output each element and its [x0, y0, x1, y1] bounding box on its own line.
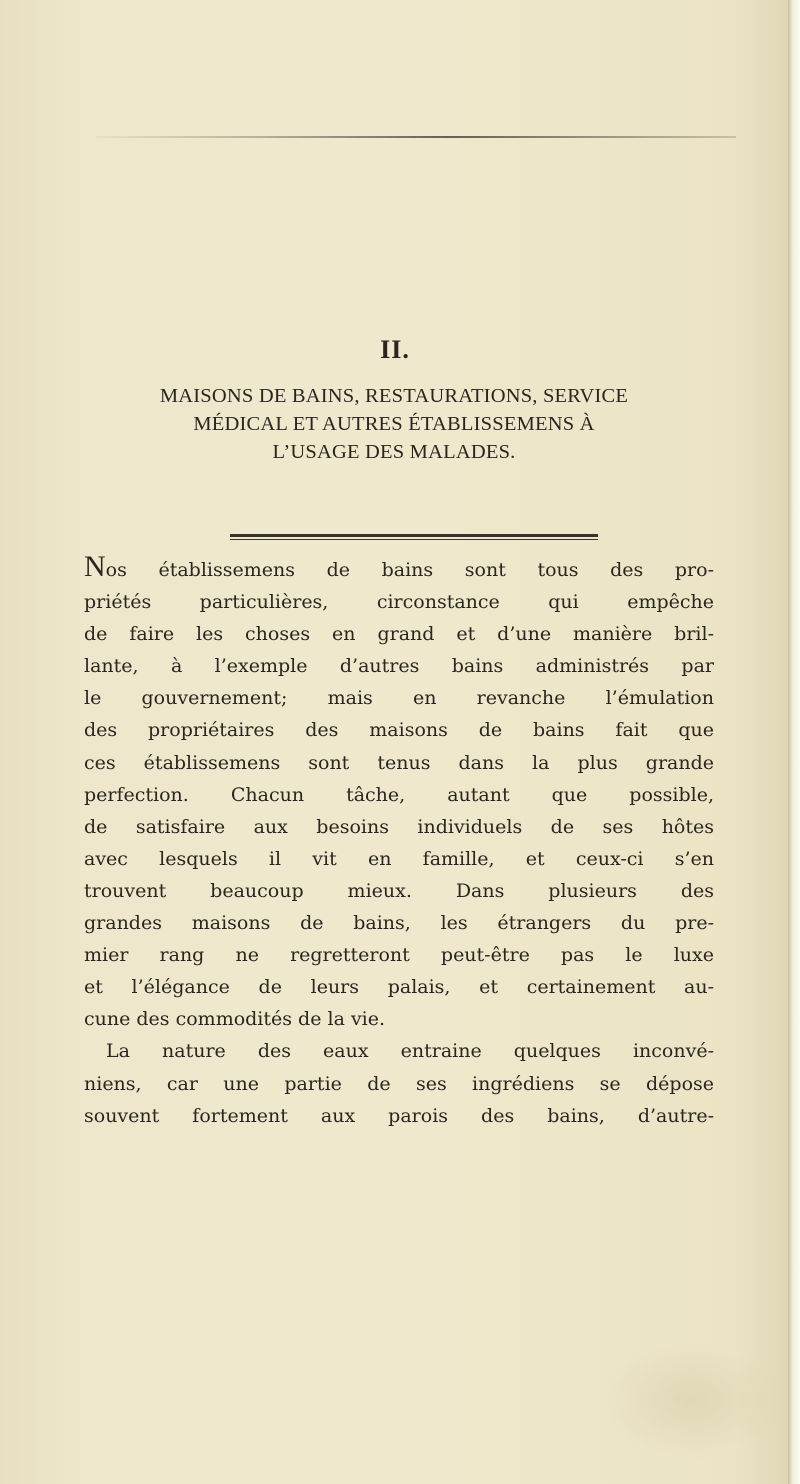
- text-line: priétés particulières, circonstance qui empêche: [84, 591, 714, 614]
- text-line: cune des commodités de la vie.: [84, 1008, 386, 1031]
- text-line: grandes maisons de bains, les étrangers du pre-: [84, 912, 714, 935]
- title-rule: [230, 534, 598, 540]
- section-title-line: MAISONS DE BAINS, RESTAURATIONS, SERVICE: [159, 385, 629, 407]
- body-text: [84, 552, 714, 1132]
- drop-cap: N: [84, 550, 106, 583]
- text-line: avec lesquels il vit en famille, et ceux-ci s’en: [84, 847, 714, 870]
- text-line: ces établissemens sont tenus dans la plus grande: [84, 751, 714, 774]
- text-line: lante, à l’exemple d’autres bains administrés par: [84, 655, 714, 678]
- text-line-content: os établissemens de bains sont tous des pro-: [105, 559, 714, 581]
- section-title-line: MÉDICAL ET AUTRES ÉTABLISSEMENS À: [193, 413, 595, 435]
- text-line: [84, 552, 714, 586]
- section-title-line: L’USAGE DES MALADES.: [272, 441, 516, 463]
- text-line: La nature des eaux entraine quelques inconvé-: [106, 1040, 714, 1063]
- text-line: perfection. Chacun tâche, autant que possible,: [84, 783, 714, 806]
- section-title: [84, 382, 704, 466]
- text-line: et l’élégance de leurs palais, et certainement au-: [84, 976, 714, 999]
- text-line: souvent fortement aux parois des bains, d’autre-: [84, 1104, 714, 1127]
- text-line: de faire les choses en grand et d’une manière bril-: [84, 623, 714, 646]
- text-line: de satisfaire aux besoins individuels de ses hôtes: [84, 815, 714, 838]
- text-line: trouvent beaucoup mieux. Dans plusieurs des: [84, 879, 714, 902]
- text-line: mier rang ne regretteront peut-être pas le luxe: [84, 944, 714, 967]
- section-number: II.: [380, 335, 410, 364]
- page-edge: [788, 0, 800, 1484]
- top-rule: [96, 136, 736, 138]
- text-line: niens, car une partie de ses ingrédiens se dépose: [84, 1072, 714, 1095]
- text-line: le gouvernement; mais en revanche l’émulation: [84, 687, 714, 710]
- paper-stain: [600, 1340, 780, 1460]
- text-line: des propriétaires des maisons de bains fait que: [84, 719, 714, 742]
